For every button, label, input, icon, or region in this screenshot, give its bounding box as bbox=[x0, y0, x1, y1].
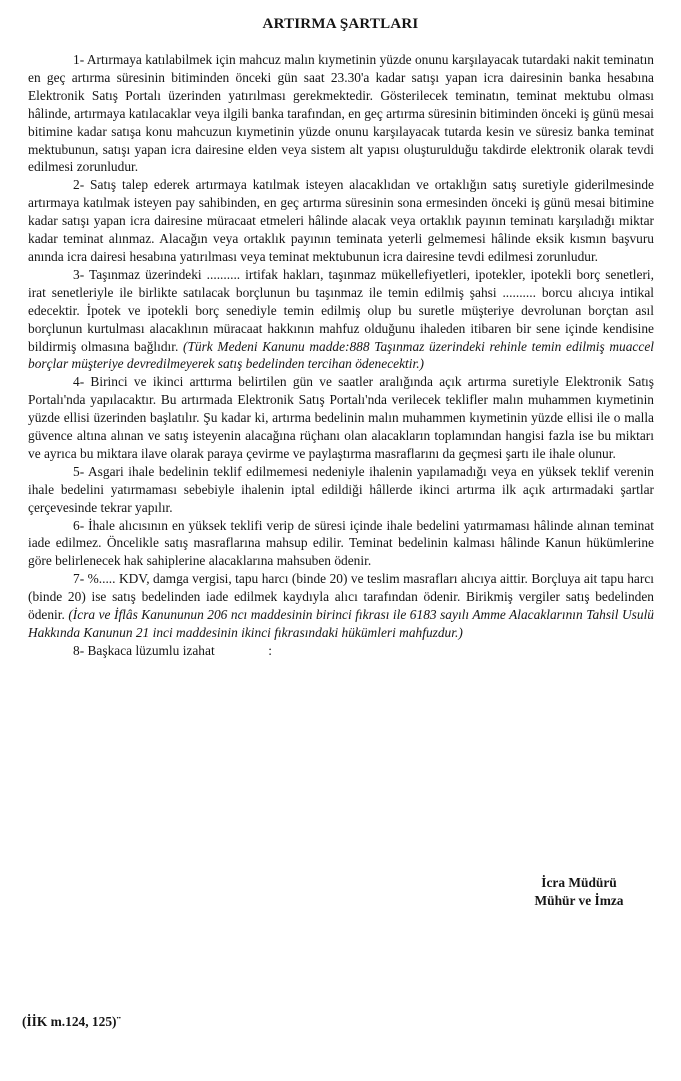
signature-title: İcra Müdürü bbox=[541, 875, 617, 890]
legal-reference: (İİK m.124, 125)¨ bbox=[22, 1014, 121, 1029]
signature-block bbox=[519, 874, 639, 910]
clause-text: 1- Artırmaya katılabilmek için mahcuz malın kıymetinin yüzde onunu karşılayacak tutardaki nakit teminatın en geç artırma süresinin bitiminden önceki gün saat 23.30'a kadar satışı yapan icra dairesinin banka hesabına Elektronik Satış Portalı üzerinden yatırılması gerekmektedir. Gösterilecek teminatın, teminat mektubu olması hâlinde, artırmaya katılacaklar veya ilgili banka tarafından, en geç artırma süresinin bitiminden önceki iş günü mesai bitimine kadar satışa konu mahcuzun kıymetinin yüzde onunu karşılayacak tutarda kesin ve süresiz banka teminat mektubunun, satışı yapan icra dairesine elden veya sistem alt yapısı oluşturulduğu takdirde elektronik olarak tevdi edilmesi zorunludur. bbox=[28, 52, 654, 175]
clause-text: 4- Birinci ve ikinci arttırma belirtilen gün ve saatler aralığında açık artırma suretiyle Elektronik Satış Portalı'nda yapılacaktır. Bu artırmada Elektronik Satış Portalı'nda verilecek teklifler malın muhammen kıymetinin yüzde ellisi üzerinden başlatılır. Şu kadar ki, artırma bedelinin malın muhammen kıymetinin yüzde ellisi ile o malla güvence altına alınan ve satış isteyenin alacağına rüçhanı olan alacakların toplamından hangisi fazla ise bu miktarı ve ayrıca bu miktara ilave olarak paraya çevirme ve paylaştırma masraflarını da geçmesi şartı ile ihale olunur. bbox=[28, 374, 654, 461]
clause-text: 7- %..... KDV, damga vergisi, tapu harcı (binde 20) ve teslim masrafları alıcıya aittir. Borçluya ait tapu harcı (binde 20) ise satış bedelinden iade edilmek kaydıyla alıcı tarafından ödenir. Birikmiş vergiler satış bedelinden ödenir. bbox=[28, 571, 654, 623]
clause-text: 6- İhale alıcısının en yüksek teklifi verip de süresi içinde ihale bedelini yatırmaması hâlinde alınan teminat iade edilmez. Öncelikle satış masraflarına mahsup edilir. Teminat bedelinin kalması hâlinde Kanun hükümlerine göre belirlenecek hak sahiplerine alacaklarına mahsuben ödenir. bbox=[28, 517, 654, 569]
clause-4 bbox=[28, 373, 654, 463]
clause-citation: (Türk Medeni Kanunu madde:888 Taşınmaz üzerindeki rehinle temin edilmiş muaccel borçlar müşteriye devredilmeyerek satış bedelinden tercihan ödenecektir.) bbox=[28, 338, 654, 372]
clause-8 bbox=[28, 642, 654, 660]
clause-6 bbox=[28, 517, 654, 571]
clause-5 bbox=[28, 463, 654, 517]
clause-text: 8- Başkaca lüzumlu izahat : bbox=[73, 642, 272, 658]
clause-1 bbox=[28, 51, 654, 176]
clause-text: 2- Satış talep ederek artırmaya katılmak isteyen alacaklıdan ve ortaklığın satış suretiyle giderilmesinde artırmaya katılmak isteyen pay sahibinden, en geç artırma süresinin sona ermesinden önceki iş günü mesai bitimine kadar satışı yapan icra dairesine müracaat etmeleri hâlinde alacak veya ortaklık payının teminatı karşıladığı miktar kadar teminat alınmaz. Alacağın veya ortaklık payının teminata yeterli gelmemesi hâlinde eksik kısmın başvuru anında icra dairesi hesabına yatırılması veya teminat mektubunun icra dairesine tevdi edilmesi zorunludur. bbox=[28, 177, 654, 264]
clause-3 bbox=[28, 266, 654, 373]
document-body bbox=[28, 51, 654, 660]
clause-text: 5- Asgari ihale bedelinin teklif edilmemesi nedeniyle ihalenin yapılamadığı veya en yüksek teklif verenin ihale bedelini yatırmaması sebebiyle ihalenin iptal edildiği hâllerde ikinci artırma ilk açık artırmadaki şartlar çerçevesinde tekrar yapılır. bbox=[28, 463, 654, 515]
signature-stamp-label: Mühür ve İmza bbox=[534, 893, 624, 908]
clause-2 bbox=[28, 176, 654, 266]
clause-text: 3- Taşınmaz üzerindeki .......... irtifak hakları, taşınmaz mükellefiyetleri, ipotekler, ipotekli borç senetleri, irat senetleriyle ile birlikte satılacak borçlunun bu taşınmaz ile temin edilmiş şahsi .......... borcu alıcıya intikal edecektir. İpotek ve ipotekli borç senediyle temin edilmiş olup bu suretle müşteriye devrolunan borçtan asıl borçlunun kurtulması alacaklının müracaat hakkının mahfuz olduğunu ihaleden itibaren bir sene içinde kendisine bildirmiş olmasına bağlıdır. bbox=[28, 266, 654, 354]
document-title: ARTIRMA ŞARTLARI bbox=[262, 16, 419, 32]
clause-7 bbox=[28, 570, 654, 642]
clause-citation: (İcra ve İflâs Kanununun 206 ncı maddesinin birinci fıkrası ile 6183 sayılı Amme Alacaklarının Tahsil Usulü Hakkında Kanunun 21 inci maddesinin ikinci fıkrasındaki hükümleri mahfuzdur.) bbox=[28, 607, 654, 640]
